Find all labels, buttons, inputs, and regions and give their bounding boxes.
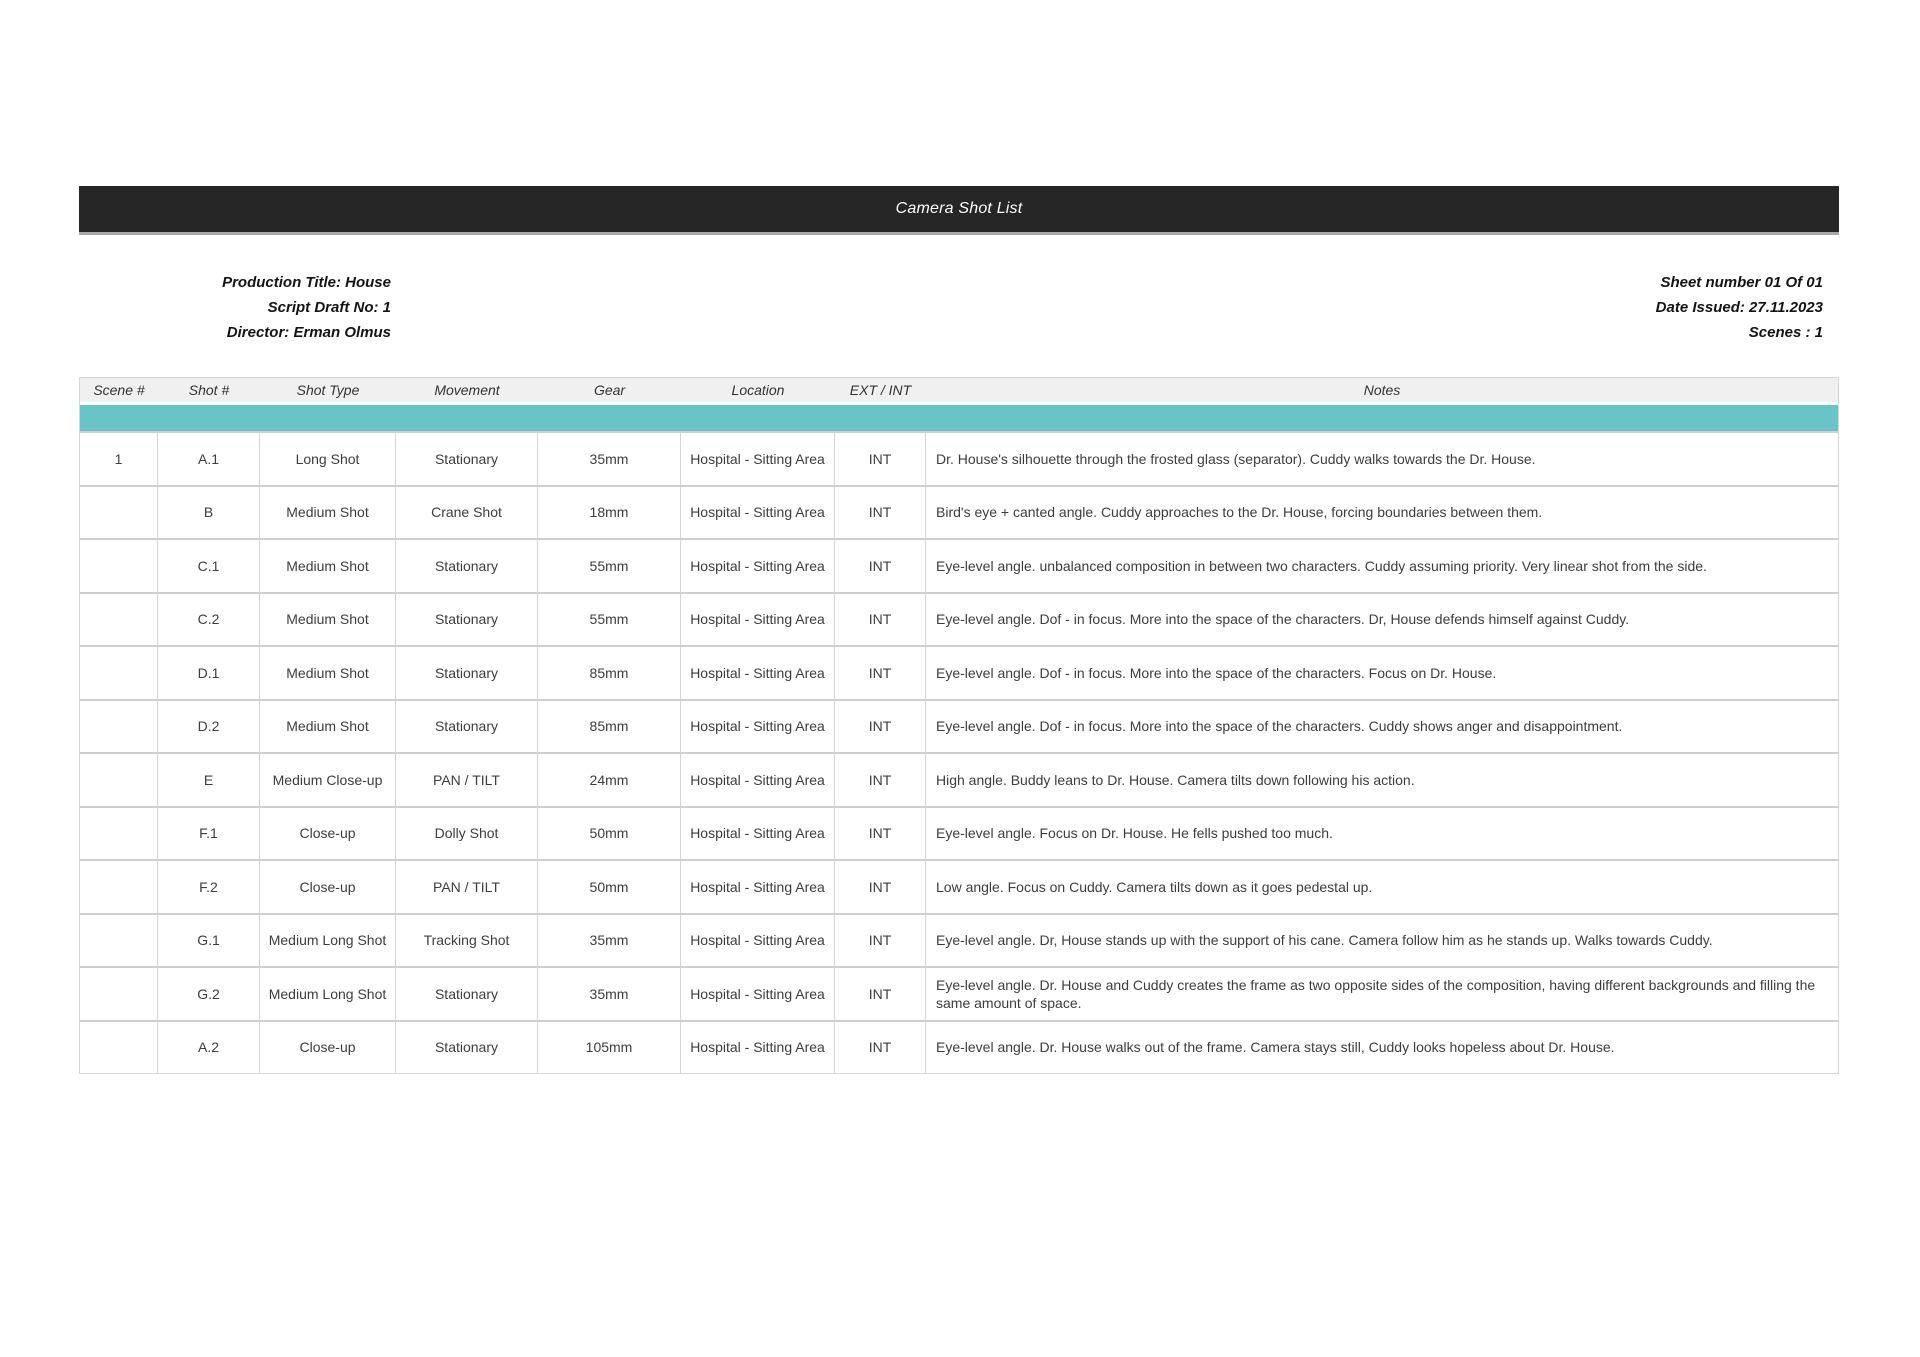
production-title: Production Title: House [222,274,391,291]
cell-gear: 35mm [538,915,681,967]
cell-ext-int: INT [835,487,926,539]
cell-location: Hospital - Sitting Area [681,647,835,699]
cell-shot-number: A.2 [158,1022,260,1074]
cell-movement: Stationary [396,433,538,485]
cell-notes: Eye-level angle. Dr. House walks out of the frame. Camera stays still, Cuddy looks hopeless about Dr. House. [936,1039,1615,1056]
cell-notes: Eye-level angle. Dr. House and Cuddy creates the frame as two opposite sides of the composition, having different backgrounds and filling the same amount of space. [936,976,1816,1011]
column-header-shot: Shot # [188,382,230,398]
cell-ext-int: INT [835,1022,926,1074]
cell-shot-number: F.2 [158,861,260,913]
cell-gear: 35mm [538,968,681,1020]
cell-ext-int: INT [835,754,926,806]
cell-movement: Stationary [396,647,538,699]
cell-gear: 18mm [538,487,681,539]
cell-location: Hospital - Sitting Area [681,861,835,913]
table-body [80,431,1838,1073]
cell-movement: Dolly Shot [396,808,538,860]
document-title: Camera Shot List [895,200,1023,217]
cell-shot-type: Long Shot [260,433,396,485]
cell-shot-number: F.1 [158,808,260,860]
cell-movement: Tracking Shot [396,915,538,967]
cell-location: Hospital - Sitting Area [681,701,835,753]
cell-shot-type: Medium Shot [260,487,396,539]
cell-gear: 85mm [538,647,681,699]
cell-movement: Stationary [396,594,538,646]
table-header-row [80,378,1838,402]
cell-shot-number: B [158,487,260,539]
cell-gear: 24mm [538,754,681,806]
column-header-gear: Gear [593,382,626,398]
scene-accent-band [80,402,1838,431]
cell-shot-type: Medium Close-up [260,754,396,806]
cell-movement: PAN / TILT [396,861,538,913]
cell-movement: Stationary [396,701,538,753]
cell-gear: 85mm [538,701,681,753]
cell-location: Hospital - Sitting Area [681,594,835,646]
cell-notes: Eye-level angle. Dof - in focus. More into the space of the characters. Cuddy shows anger and disappointment. [936,718,1623,735]
table-row [80,966,1838,1020]
column-header-location: Location [731,382,785,398]
cell-shot-number: D.2 [158,701,260,753]
cell-scene-number [80,1022,158,1074]
cell-shot-type: Close-up [260,1022,396,1074]
cell-shot-number: D.1 [158,647,260,699]
cell-shot-type: Medium Shot [260,594,396,646]
cell-ext-int: INT [835,540,926,592]
cell-scene-number [80,540,158,592]
cell-scene-number [80,647,158,699]
cell-notes: Dr. House's silhouette through the frosted glass (separator). Cuddy walks towards the Dr. House. [936,450,1536,467]
cell-ext-int: INT [835,808,926,860]
cell-shot-number: A.1 [158,433,260,485]
cell-notes: High angle. Buddy leans to Dr. House. Camera tilts down following his action. [936,771,1415,788]
director: Director: Erman Olmus [226,324,391,341]
cell-movement: Stationary [396,1022,538,1074]
cell-location: Hospital - Sitting Area [681,487,835,539]
cell-shot-type: Medium Shot [260,647,396,699]
cell-shot-number: G.1 [158,915,260,967]
script-draft-no: Script Draft No: 1 [267,299,391,316]
sheet-number: Sheet number 01 Of 01 [1660,274,1823,291]
table-row [80,913,1838,967]
cell-notes: Bird's eye + canted angle. Cuddy approaches to the Dr. House, forcing boundaries between them. [936,504,1543,521]
cell-scene-number [80,968,158,1020]
cell-shot-type: Close-up [260,861,396,913]
sheet-info-block [1656,270,1823,345]
cell-ext-int: INT [835,861,926,913]
production-info-block [79,270,391,345]
cell-gear: 50mm [538,808,681,860]
scenes-count: Scenes : 1 [1748,324,1823,341]
cell-gear: 55mm [538,540,681,592]
date-issued: Date Issued: 27.11.2023 [1655,299,1823,316]
cell-movement: Crane Shot [396,487,538,539]
cell-scene-number [80,808,158,860]
cell-shot-type: Medium Long Shot [260,968,396,1020]
cell-movement: Stationary [396,968,538,1020]
cell-gear: 105mm [538,1022,681,1074]
table-row [80,752,1838,806]
cell-ext-int: INT [835,915,926,967]
cell-shot-type: Medium Long Shot [260,915,396,967]
cell-ext-int: INT [835,647,926,699]
cell-scene-number [80,594,158,646]
cell-ext-int: INT [835,433,926,485]
cell-scene-number: 1 [80,433,158,485]
cell-gear: 50mm [538,861,681,913]
cell-shot-number: C.1 [158,540,260,592]
column-header-ext-int: EXT / INT [849,382,912,398]
cell-shot-number: C.2 [158,594,260,646]
cell-ext-int: INT [835,968,926,1020]
cell-notes: Eye-level angle. Focus on Dr. House. He fells pushed too much. [936,825,1333,842]
table-row [80,538,1838,592]
cell-shot-type: Medium Shot [260,540,396,592]
cell-notes: Eye-level angle. Dof - in focus. More into the space of the characters. Dr, House defends himself against Cuddy. [936,611,1630,628]
cell-notes: Eye-level angle. unbalanced composition in between two characters. Cuddy assuming priority. Very linear shot from the side. [936,557,1707,574]
cell-shot-type: Medium Shot [260,701,396,753]
table-row [80,1020,1838,1074]
cell-notes: Low angle. Focus on Cuddy. Camera tilts down as it goes pedestal up. [936,878,1373,895]
cell-location: Hospital - Sitting Area [681,808,835,860]
shot-list-table [79,377,1839,1074]
column-header-notes: Notes [1363,382,1401,398]
table-row [80,485,1838,539]
cell-movement: Stationary [396,540,538,592]
column-header-shot-type: Shot Type [296,382,360,398]
cell-location: Hospital - Sitting Area [681,968,835,1020]
table-row [80,645,1838,699]
table-row [80,431,1838,485]
cell-ext-int: INT [835,701,926,753]
cell-notes: Eye-level angle. Dof - in focus. More into the space of the characters. Focus on Dr. House. [936,664,1497,681]
table-row [80,859,1838,913]
cell-location: Hospital - Sitting Area [681,915,835,967]
cell-ext-int: INT [835,594,926,646]
table-row [80,699,1838,753]
cell-scene-number [80,915,158,967]
cell-gear: 55mm [538,594,681,646]
cell-scene-number [80,487,158,539]
title-bar [79,186,1839,235]
cell-notes: Eye-level angle. Dr, House stands up with the support of his cane. Camera follow him as he stands up. Walks towards Cuddy. [936,932,1713,949]
cell-location: Hospital - Sitting Area [681,433,835,485]
cell-movement: PAN / TILT [396,754,538,806]
cell-scene-number [80,861,158,913]
cell-scene-number [80,754,158,806]
table-row [80,806,1838,860]
cell-shot-number: G.2 [158,968,260,1020]
cell-location: Hospital - Sitting Area [681,540,835,592]
cell-location: Hospital - Sitting Area [681,754,835,806]
cell-location: Hospital - Sitting Area [681,1022,835,1074]
cell-scene-number [80,701,158,753]
cell-shot-number: E [158,754,260,806]
cell-shot-type: Close-up [260,808,396,860]
table-row [80,592,1838,646]
cell-gear: 35mm [538,433,681,485]
column-header-movement: Movement [434,382,500,398]
column-header-scene: Scene # [93,382,145,398]
